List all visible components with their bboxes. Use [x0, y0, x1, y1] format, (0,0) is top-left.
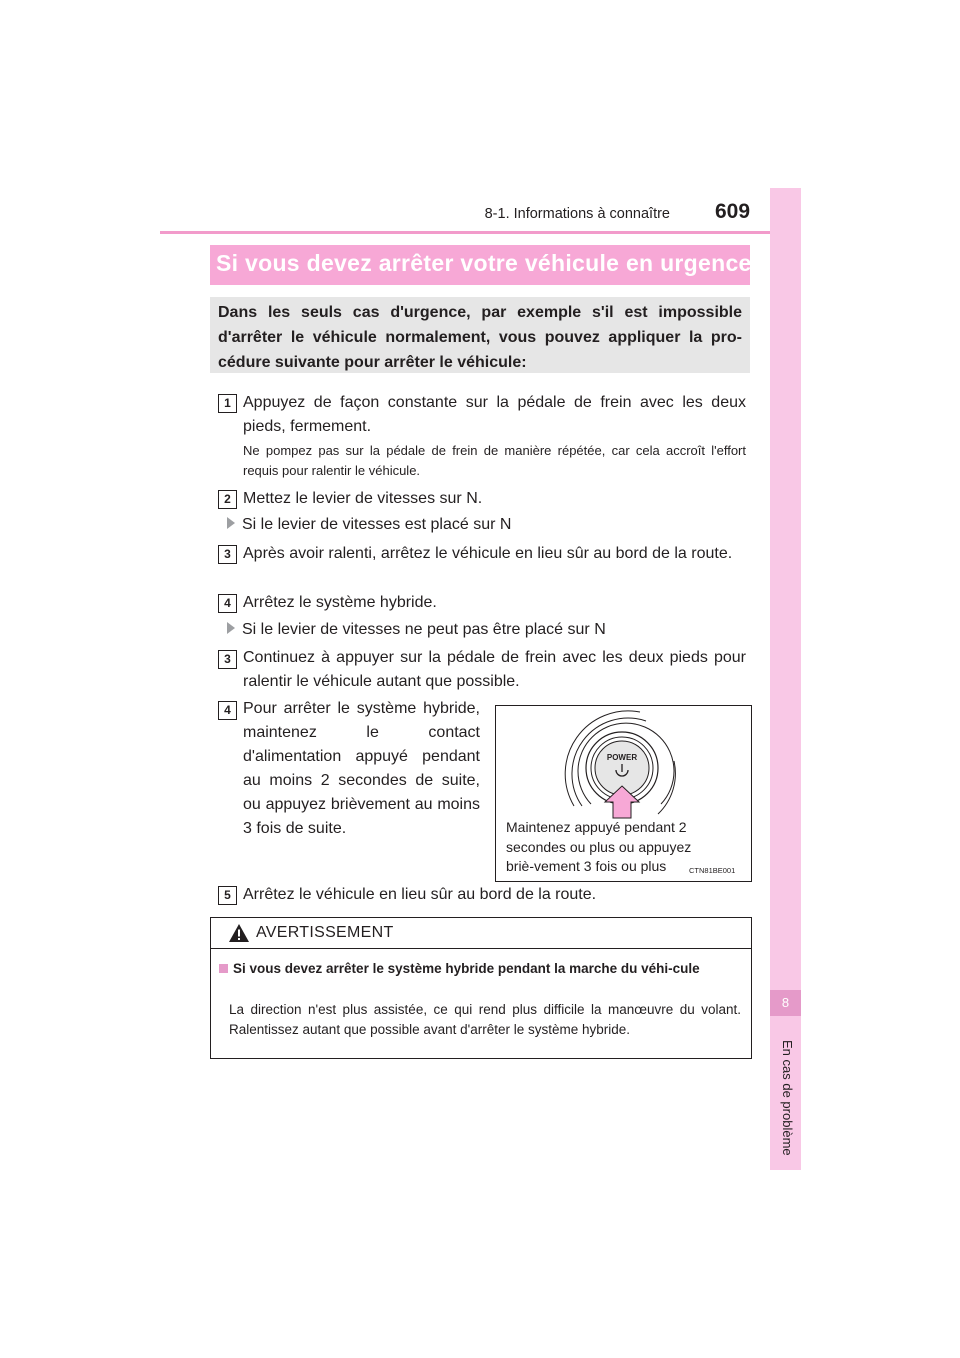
- step-4b-text: Pour arrêter le système hybride, maintenez le contact d'alimentation appuyé pendant au moins 2 secondes de suite, ou appuyez brièvement au moins 3 fois de suite.: [243, 700, 480, 837]
- warning-subtitle-text: Si vous devez arrêter le système hybride pendant la marche du véhi-cule: [233, 961, 700, 976]
- step-badge: 1: [218, 394, 237, 413]
- step-5-text: Arrêtez le véhicule en lieu sûr au bord de la route.: [243, 886, 597, 903]
- chapter-label: En cas de problème: [780, 1040, 795, 1156]
- step-badge: 4: [218, 594, 237, 613]
- intro-box: [210, 297, 750, 373]
- step-3b-text: Continuez à appuyer sur la pédale de frein avec les deux pieds pour ralentir le véhicule autant que possible.: [243, 649, 746, 690]
- chapter-label-container: [775, 1040, 795, 1156]
- step-4a-text: Arrêtez le système hybride.: [243, 594, 437, 611]
- step-3a-text: Après avoir ralenti, arrêtez le véhicule en lieu sûr au bord de la route.: [243, 545, 733, 562]
- warning-title: AVERTISSEMENT: [256, 924, 394, 941]
- triangle-bullet-icon: [227, 622, 235, 634]
- step-1-note: Ne pompez pas sur la pédale de frein de manière répétée, car cela accroît l'effort requis pour ralentir le véhicule.: [243, 443, 746, 478]
- section-title: 8-1. Informations à connaître: [484, 206, 670, 222]
- power-button-label: POWER: [606, 753, 638, 762]
- step-badge: 4: [218, 701, 237, 720]
- case-b-text: Si le levier de vitesses ne peut pas être placé sur N: [242, 621, 606, 638]
- chapter-number: 8: [770, 990, 801, 1016]
- square-bullet-icon: [219, 964, 228, 973]
- warning-text: La direction n'est plus assistée, ce qui rend plus difficile la manœuvre du volant. Ralentissez autant que possible avant d'arrêter le système hybride.: [229, 1002, 741, 1037]
- step-1-text: Appuyez de façon constante sur la pédale de frein avec les deux pieds, fermement.: [243, 394, 746, 435]
- step-badge: 2: [218, 490, 237, 509]
- header-rule: [160, 231, 800, 234]
- case-a-text: Si le levier de vitesses est placé sur N: [242, 516, 512, 533]
- figure-code: CTN81BE001: [689, 866, 736, 875]
- section-heading: Si vous devez arrêter votre véhicule en urgence: [216, 250, 752, 276]
- warning-triangle-icon: [228, 923, 250, 943]
- triangle-bullet-icon: [227, 517, 235, 529]
- case-b-heading: [227, 618, 747, 642]
- chapter-side-tab: [770, 188, 801, 1170]
- step-badge: 3: [218, 545, 237, 564]
- case-a-heading: [227, 513, 747, 537]
- warning-header: [211, 918, 751, 949]
- power-button-figure: [495, 705, 752, 882]
- step-badge: 3: [218, 650, 237, 669]
- step-2-text: Mettez le levier de vitesses sur N.: [243, 490, 483, 507]
- figure-caption: Maintenez appuyé pendant 2 secondes ou plus ou appuyez briè-vement 3 fois ou plus: [506, 819, 692, 874]
- step-badge: 5: [218, 886, 237, 905]
- page-number: 609: [715, 200, 751, 223]
- warning-box: [210, 917, 752, 1059]
- section-heading-bar: [210, 245, 750, 285]
- warning-subtitle: [219, 959, 741, 979]
- intro-text: Dans les seuls cas d'urgence, par exemple s'il est impossible d'arrêter le véhicule normalement, vous pouvez appliquer la pro-cédure suivante pour arrêter le véhicule:: [218, 304, 742, 371]
